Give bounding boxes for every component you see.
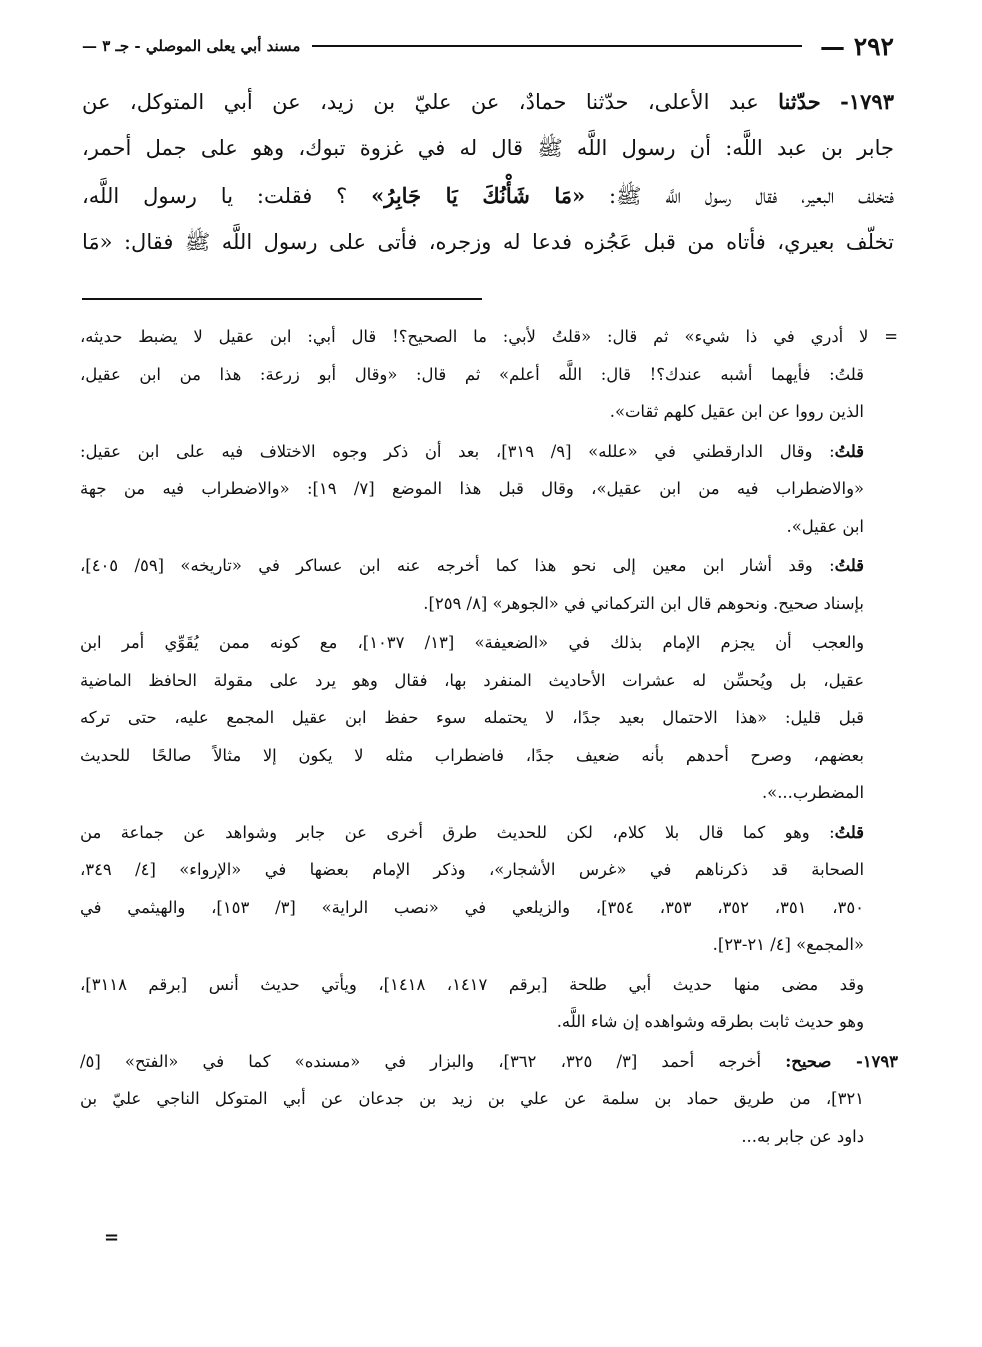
footnote-separator [82,298,482,300]
footnote-line: الصحابة قد ذكرناهم في «غرس الأشجار»، وذكر الإمام بعضها في «الإرواء» [٤/ ٣٤٩، [80,860,864,879]
footnote-line: «المجمع» [٤/ ٢١-٢٣]. [712,935,864,954]
footnote-line: عقيل، بل ويُحسِّن له عشرات الأحاديث المنفرد بها، فقال وهو يرد على مقولة الحافظ الماضية [80,670,864,690]
page-number: ٢٩٢ — [819,31,894,61]
footnote-line: ٣٥٠، ٣٥١، ٣٥٢، ٣٥٣، ٣٥٤]، والزيلعي في «نصب الراية» [٣/ ١٥٣]، والهيثمي في [80,897,864,917]
footnote-line: = لا أدري في ذا شيء» ثم قال: «قلتُ لأبي: ما الصحيح؟! قال أبي: ابن عقيل لا يضبط حديثه، [80,327,898,346]
footnote-line: قلتُ: فأيهما أشبه عندك؟! قال: اللَّه أعلم» ثم قال: «وقال أبو زرعة: هذا من ابن عقيل، [80,364,864,384]
takhrij-paragraph [80,1043,898,1156]
footnote-line: ١٧٩٣- صحيح: أخرجه أحمد [٣/ ٣٢٥، ٣٦٢]، والبزار في «مسنده» كما في «الفتح» [٥/ [80,1051,898,1071]
footnote-line: الذين رووا عن ابن عقيل كلهم ثقات». [609,402,864,421]
footnote-line: وهو حديث ثابت بطرقه وشواهده إن شاء اللَّه. [556,1012,864,1031]
footnote-paragraph [80,966,898,1041]
hadith-number: ١٧٩٣- [840,89,894,114]
hadith-line-2: جابر بن عبد اللَّه: أن رسول اللَّه ﷺ قال له في غزوة تبوك، وهو على جمل أحمر، [82,136,894,160]
note-lead: قلتُ [834,441,864,461]
footnote-line: قلتُ: وقال الدارقطني في «علله» [٩/ ٣١٩]، بعد أن ذكر وجوه الاختلاف فيه على ابن عقيل: [80,441,864,461]
hadith-line-4: تخلّف بعيري، فأتاه من قبل عَجُزه فدعا له وزجره، فأتى على رسول اللَّه ﷺ فقال: «مَا [82,230,894,254]
footnotes [80,318,898,1157]
footnote-line: ابن عقيل». [786,516,864,536]
hadith-line-1: ١٧٩٣- حدّثنا عبد الأعلى، حدّثنا حمادٌ، عن عليّ بن زيد، عن أبي المتوكل، عن [82,89,894,114]
footnote-line: ٣٢١]، من طريق حماد بن سلمة عن علي بن زيد بن جدعان عن أبي المتوكل الناجي عليّ بن [80,1089,864,1108]
footnote-line: بإسناد صحيح. ونحوهم قال ابن التركماني في «الجوهر» [٨/ ٢٥٩]. [423,593,864,613]
footnote-line: المضطرب...». [761,783,864,802]
footnote-paragraph [80,547,898,622]
footnote-line: والعجب أن يجزم الإمام بذلك في «الضعيفة» [١٣/ ١٠٣٧]، مع كونه ممن يُقَوِّي أمر ابن [80,633,865,652]
footnote-line: قبل قليل: «هذا الاحتمال بعيد جدًا، لا يحتمله سوء حفظ ابن عقيل المجمع عليه، حتى تركه [80,708,864,727]
hadith-text [82,78,894,266]
continuation-mark: = [104,1227,120,1248]
footnote-line: «والاضطراب فيه من ابن عقيل»، وقال قبل هذا الموضع [٧/ ١٩]: «والاضطراب فيه من جهة [80,479,865,498]
header-rule [312,45,802,47]
footnote-line: وقد مضى منها حديث أبي طلحة [برقم ١٤١٧، ١٤١٨]، ويأتي حديث أنس [برقم ٣١١٨]، [80,974,864,994]
takhrij-lead: ١٧٩٣- صحيح: [785,1051,898,1071]
footnote-paragraph [80,433,898,546]
note-lead: قلتُ [834,822,864,842]
hadith-line-3: فتخلف البعير، فقال رسول اللَّه ﷺ: «مَا شَأْنُكَ يَا جَابِرُ» ؟ فقلت: يا رسول اللَّه، [82,183,894,208]
footnote-line: قلتُ: وقد أشار ابن معين إلى نحو هذا كما أخرجه عنه ابن عساكر في «تاريخه» [٥٩/ ٤٠٥]، [80,556,864,575]
footnote-line: داود عن جابر به... [741,1126,864,1146]
prophet-quote: «مَا شَأْنُكَ يَا جَابِرُ» [371,183,586,208]
running-header [82,28,894,64]
book-title: مسند أبي يعلى الموصلي - جـ ٣ — [82,37,301,55]
footnote-paragraph [80,814,898,964]
footnote-paragraph [80,624,898,812]
hadith-lead: حدّثنا [778,89,821,114]
footnote-paragraph [80,318,898,431]
footnote-line: قلتُ: وهو كما قال بلا كلام، لكن للحديث طرق أخرى عن جابر وشواهد عن جماعة من [80,822,864,842]
note-lead: قلتُ [834,556,864,575]
footnote-line: بعضهم، وصرح أحدهم بأنه ضعيف جدًا، فاضطراب مثله لا يكون إلا مثالاً صالحًا للحديث [80,745,864,765]
